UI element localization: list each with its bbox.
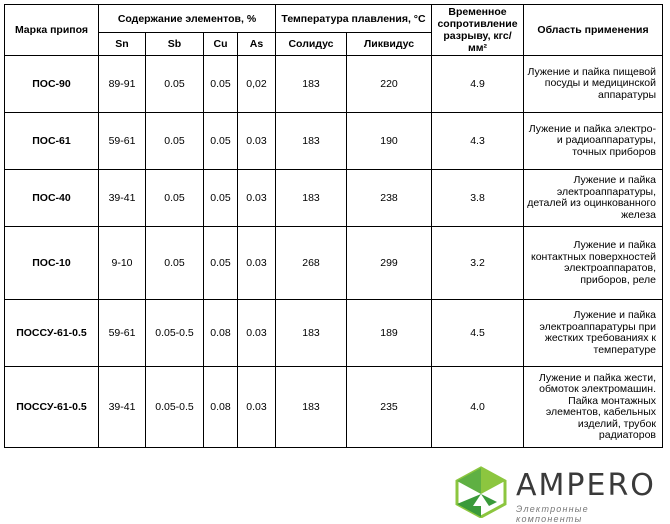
cell-strength: 4.5 [432, 300, 524, 367]
header-cu: Cu [204, 33, 238, 56]
cell-strength: 3.2 [432, 227, 524, 300]
cell-liquidus: 189 [347, 300, 432, 367]
cell-as: 0.03 [238, 367, 276, 448]
table-row [5, 227, 663, 300]
cell-usage: Лужение и пайка электро- и радиоаппаратуры, точных приборов [524, 113, 663, 170]
header-grade: Марка припоя [5, 5, 99, 56]
solder-table [4, 4, 663, 448]
cell-cu: 0.08 [204, 367, 238, 448]
cell-strength: 4.3 [432, 113, 524, 170]
header-liquidus: Ликвидус [347, 33, 432, 56]
cell-grade: ПОС-61 [5, 113, 99, 170]
cell-sn: 89-91 [99, 56, 146, 113]
header-composition: Содержание элементов, % [99, 5, 276, 33]
cell-sn: 9-10 [99, 227, 146, 300]
cell-sb: 0.05-0.5 [146, 367, 204, 448]
cell-solidus: 183 [276, 113, 347, 170]
table-row [5, 56, 663, 113]
cell-usage: Лужение и пайка электроаппаратуры при жестких требованиях к температуре [524, 300, 663, 367]
cell-cu: 0.08 [204, 300, 238, 367]
header-as: As [238, 33, 276, 56]
cell-usage: Лужение и пайка жести, обмоток электромашин. Пайка монтажных элементов, кабельных изделий, трубок радиаторов [524, 367, 663, 448]
cell-sb: 0.05 [146, 170, 204, 227]
cell-sn: 39-41 [99, 170, 146, 227]
ampero-logo [453, 466, 656, 524]
hexagon-arrow-icon [453, 466, 509, 518]
cell-cu: 0.05 [204, 227, 238, 300]
cell-sn: 59-61 [99, 300, 146, 367]
cell-as: 0.03 [238, 113, 276, 170]
header-sn: Sn [99, 33, 146, 56]
header-usage: Область применения [524, 5, 663, 56]
cell-grade: ПОС-10 [5, 227, 99, 300]
cell-grade: ПОС-40 [5, 170, 99, 227]
cell-solidus: 268 [276, 227, 347, 300]
header-solidus: Солидус [276, 33, 347, 56]
cell-solidus: 183 [276, 56, 347, 113]
cell-liquidus: 238 [347, 170, 432, 227]
cell-as: 0.03 [238, 300, 276, 367]
table-row [5, 113, 663, 170]
header-melting: Температура плавления, °C [276, 5, 432, 33]
cell-usage: Лужение и пайка электроаппаратуры, деталей из оцинкованного железа [524, 170, 663, 227]
cell-sb: 0.05 [146, 113, 204, 170]
cell-as: 0.03 [238, 227, 276, 300]
cell-liquidus: 220 [347, 56, 432, 113]
cell-strength: 4.0 [432, 367, 524, 448]
cell-as: 0.03 [238, 170, 276, 227]
cell-grade: ПОС-90 [5, 56, 99, 113]
cell-sb: 0.05-0.5 [146, 300, 204, 367]
cell-liquidus: 299 [347, 227, 432, 300]
cell-cu: 0.05 [204, 170, 238, 227]
cell-usage: Лужение и пайка пищевой посуды и медицинской аппаратуры [524, 56, 663, 113]
header-strength: Временное сопротивление разрыву, кгс/мм² [432, 5, 524, 56]
cell-sb: 0.05 [146, 56, 204, 113]
cell-strength: 4.9 [432, 56, 524, 113]
cell-sb: 0.05 [146, 227, 204, 300]
cell-as: 0,02 [238, 56, 276, 113]
cell-grade: ПОССУ-61-0.5 [5, 367, 99, 448]
cell-solidus: 183 [276, 300, 347, 367]
cell-grade: ПОССУ-61-0.5 [5, 300, 99, 367]
cell-cu: 0.05 [204, 56, 238, 113]
cell-solidus: 183 [276, 367, 347, 448]
cell-usage: Лужение и пайка контактных поверхностей электроаппаратов, приборов, реле [524, 227, 663, 300]
table-row [5, 367, 663, 448]
header-sb: Sb [146, 33, 204, 56]
cell-liquidus: 235 [347, 367, 432, 448]
cell-sn: 39-41 [99, 367, 146, 448]
table-row [5, 170, 663, 227]
brand-name: AMPERO [516, 468, 656, 503]
cell-solidus: 183 [276, 170, 347, 227]
brand-tagline: Электронные компоненты [516, 504, 589, 524]
cell-strength: 3.8 [432, 170, 524, 227]
cell-cu: 0.05 [204, 113, 238, 170]
cell-sn: 59-61 [99, 113, 146, 170]
table-row [5, 300, 663, 367]
cell-liquidus: 190 [347, 113, 432, 170]
